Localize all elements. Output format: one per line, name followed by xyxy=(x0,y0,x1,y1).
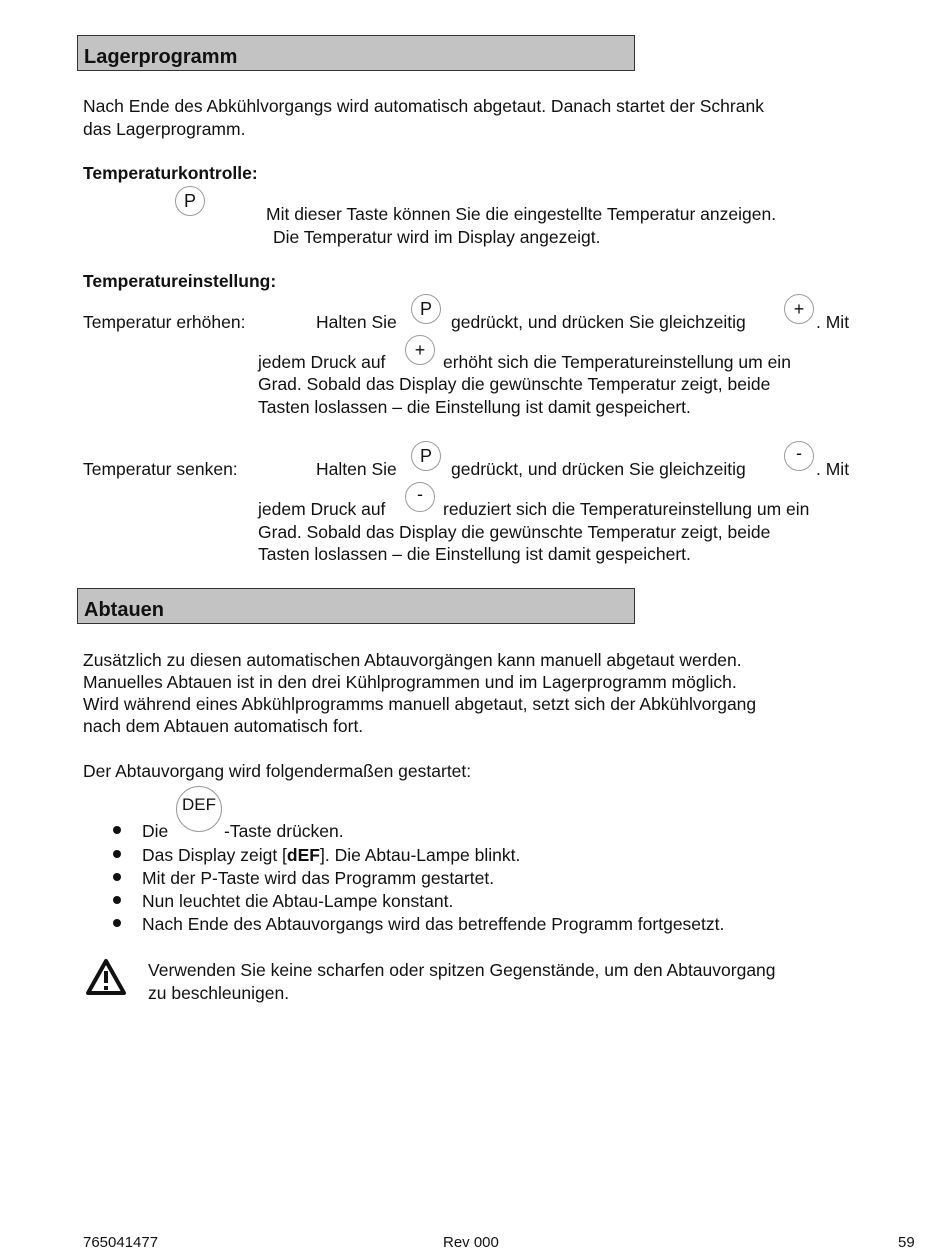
section-header-abtauen xyxy=(77,588,635,624)
abtauen-p1-line4: nach dem Abtauen automatisch fort. xyxy=(83,716,364,736)
bullet1-a: Die xyxy=(142,821,169,841)
bullet-icon xyxy=(113,873,121,881)
lower-line2-a: jedem Druck auf xyxy=(258,499,386,519)
lower-line4: Tasten loslassen – die Einstellung ist damit gespeichert. xyxy=(258,544,691,564)
lower-line3: Grad. Sobald das Display die gewünschte Temperatur zeigt, beide xyxy=(258,522,771,542)
abtauen-p1-line3: Wird während eines Abkühlprogramms manuell abgetaut, setzt sich der Abkühlvorgang xyxy=(83,694,757,714)
abtauen-p2: Der Abtauvorgang wird folgendermaßen gestartet: xyxy=(83,761,472,781)
bullet3: Mit der P-Taste wird das Programm gestartet. xyxy=(142,868,495,888)
lower-line2-b: reduziert sich die Temperatureinstellung um ein xyxy=(443,499,810,519)
minus-key-icon: - xyxy=(405,482,435,512)
warning-triangle-icon xyxy=(85,958,127,996)
lager-intro-line1: Nach Ende des Abkühlvorgangs wird automatisch abgetaut. Danach startet der Schrank xyxy=(83,96,764,116)
abtauen-p1-line1: Zusätzlich zu diesen automatischen Abtauvorgängen kann manuell abgetaut werden. xyxy=(83,650,742,670)
bullet-icon xyxy=(113,826,121,834)
tk-text-line2: Die Temperatur wird im Display angezeigt. xyxy=(273,227,601,247)
lower-mid: gedrückt, und drücken Sie gleichzeitig xyxy=(451,459,746,479)
plus-key-icon: + xyxy=(784,294,814,324)
temperatureinstellung-heading: Temperatureinstellung: xyxy=(83,271,277,291)
footer-doc-number: 765041477 xyxy=(83,1234,159,1251)
bullet-icon xyxy=(113,850,121,858)
raise-lead: Halten Sie xyxy=(316,312,397,332)
bullet-icon xyxy=(113,896,121,904)
section-title: Lagerprogramm xyxy=(84,46,238,68)
section-title: Abtauen xyxy=(84,599,164,621)
raise-mid: gedrückt, und drücken Sie gleichzeitig xyxy=(451,312,746,332)
footer-page-number: 59 xyxy=(898,1234,915,1251)
bullet2: Das Display zeigt [dEF]. Die Abtau-Lampe blinkt. xyxy=(142,845,521,865)
def-display-code: dEF xyxy=(286,845,320,865)
bullet1-b: -Taste drücken. xyxy=(224,821,344,841)
temperaturkontrolle-heading: Temperaturkontrolle: xyxy=(83,163,258,183)
warning-line1: Verwenden Sie keine scharfen oder spitzen Gegenstände, um den Abtauvorgang xyxy=(148,960,776,980)
p-key-icon: P xyxy=(411,294,441,324)
p-key-icon: P xyxy=(175,186,205,216)
bullet4: Nun leuchtet die Abtau-Lampe konstant. xyxy=(142,891,454,911)
bullet-icon xyxy=(113,919,121,927)
plus-key-icon: + xyxy=(405,335,435,365)
abtauen-p1-line2: Manuelles Abtauen ist in den drei Kühlprogrammen und im Lagerprogramm möglich. xyxy=(83,672,737,692)
lager-intro-line2: das Lagerprogramm. xyxy=(83,119,246,139)
bullet5: Nach Ende des Abtauvorgangs wird das betreffende Programm fortgesetzt. xyxy=(142,914,725,934)
raise-line2-a: jedem Druck auf xyxy=(258,352,386,372)
lower-label: Temperatur senken: xyxy=(83,459,238,479)
raise-line3: Grad. Sobald das Display die gewünschte Temperatur zeigt, beide xyxy=(258,374,771,394)
raise-line4: Tasten loslassen – die Einstellung ist damit gespeichert. xyxy=(258,397,691,417)
warning-line2: zu beschleunigen. xyxy=(148,983,290,1003)
raise-line2-b: erhöht sich die Temperatureinstellung um ein xyxy=(443,352,791,372)
raise-label: Temperatur erhöhen: xyxy=(83,312,246,332)
tk-text-line1: Mit dieser Taste können Sie die eingestellte Temperatur anzeigen. xyxy=(266,204,777,224)
def-key-icon: DEF xyxy=(176,786,222,832)
p-key-icon: P xyxy=(411,441,441,471)
raise-tail: . Mit xyxy=(816,312,850,332)
minus-key-icon: - xyxy=(784,441,814,471)
lower-lead: Halten Sie xyxy=(316,459,397,479)
section-header-lagerprogramm xyxy=(77,35,635,71)
lower-tail: . Mit xyxy=(816,459,850,479)
footer-revision: Rev 000 xyxy=(443,1234,499,1251)
